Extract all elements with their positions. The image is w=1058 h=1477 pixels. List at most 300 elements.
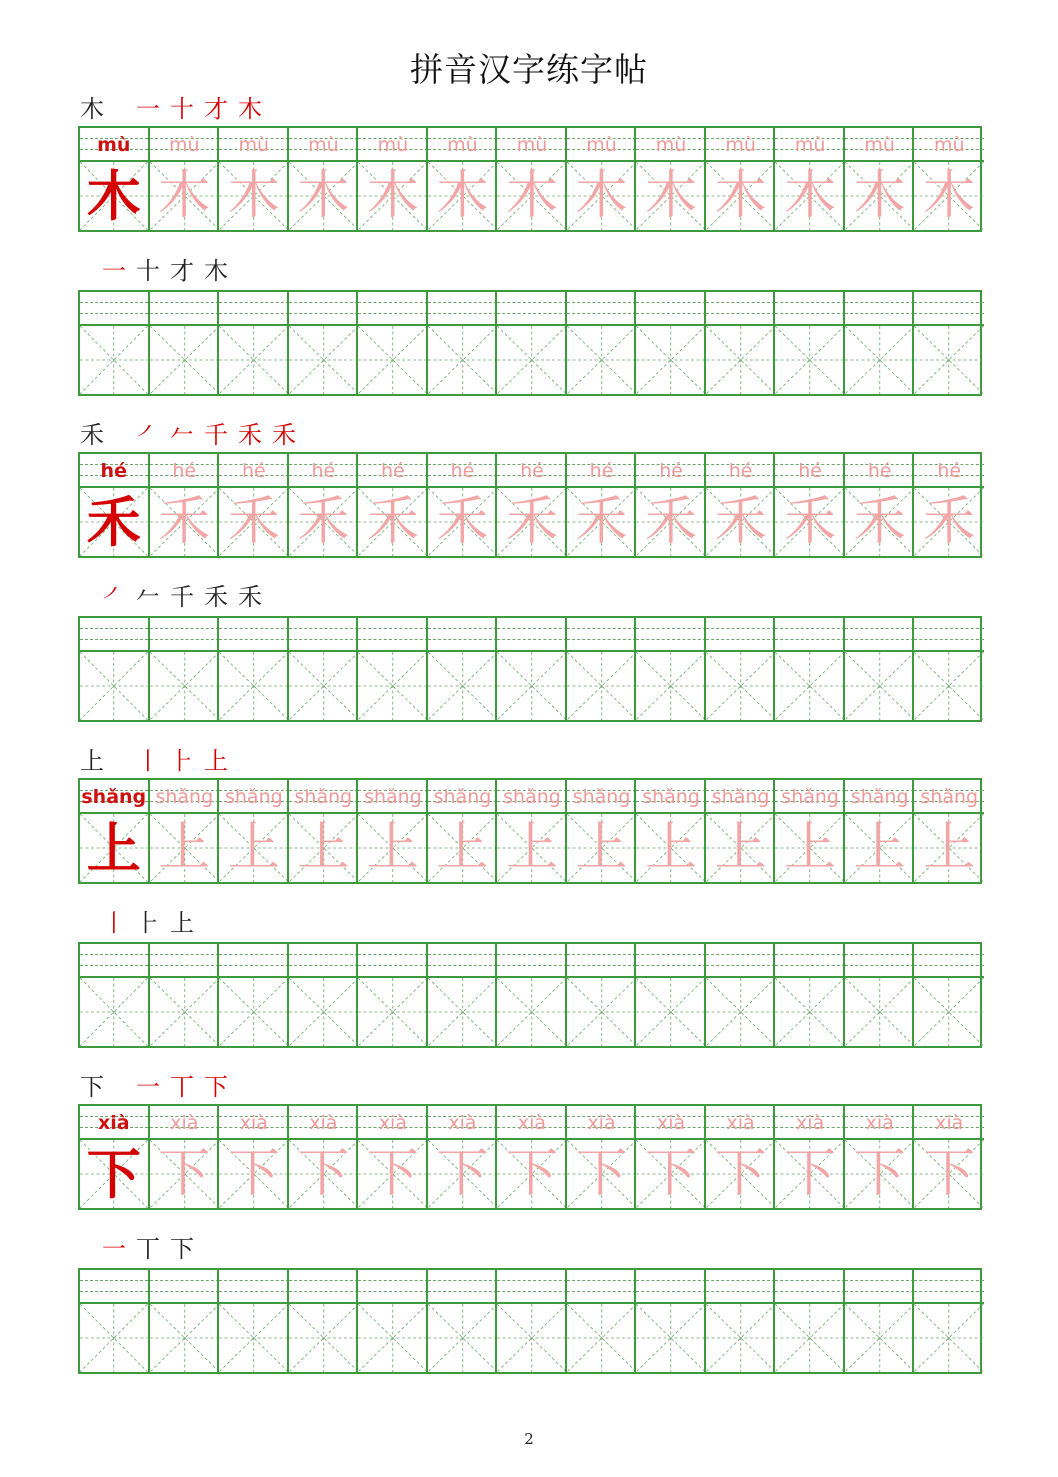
mi-grid-guides — [289, 1304, 359, 1372]
hanzi-box — [567, 326, 637, 394]
trace-hanzi: 禾 — [923, 492, 976, 552]
pinyin-guide-line — [845, 302, 915, 303]
trace-pinyin: mù — [238, 134, 270, 156]
mi-grid-guides — [80, 652, 148, 720]
hanzi-box — [845, 652, 915, 720]
trace-cell — [426, 780, 498, 882]
blank-practice-cell[interactable] — [356, 944, 428, 1046]
trace-pinyin: shǎng — [503, 786, 561, 808]
blank-practice-cell[interactable] — [80, 1270, 148, 1372]
mi-grid-guides — [358, 1304, 428, 1372]
trace-hanzi: 下 — [714, 1144, 767, 1204]
tracing-grid-row — [78, 126, 982, 232]
blank-practice-cell[interactable] — [634, 1270, 706, 1372]
pinyin-box — [150, 292, 220, 326]
trace-cell — [287, 128, 359, 230]
hanzi-box — [497, 326, 567, 394]
pinyin-box — [428, 292, 498, 326]
trace-pinyin: shǎng — [850, 786, 909, 808]
blank-practice-cell[interactable] — [426, 618, 498, 720]
trace-cell — [565, 454, 637, 556]
stroke-step: 禾 — [204, 583, 228, 611]
mi-grid-guides — [845, 652, 915, 720]
mi-grid-guides — [706, 652, 776, 720]
pinyin-guide-line — [150, 965, 220, 966]
pinyin-guide-line — [845, 965, 915, 966]
header-character: 下 — [80, 1073, 104, 1101]
trace-hanzi: 上 — [645, 818, 698, 878]
mi-grid-guides — [567, 326, 637, 394]
model-pinyin: xià — [97, 1112, 130, 1134]
trace-hanzi: 下 — [853, 1144, 906, 1204]
trace-cell — [356, 1106, 428, 1208]
pinyin-guide-line — [497, 1280, 567, 1281]
blank-practice-cell[interactable] — [426, 292, 498, 394]
stroke-order-header — [78, 744, 982, 778]
mi-grid-guides — [914, 1304, 984, 1372]
trace-cell — [704, 128, 776, 230]
stroke-step: 木 — [238, 95, 262, 123]
pinyin-box — [428, 1270, 498, 1304]
stroke-step: 木 — [204, 257, 228, 285]
pinyin-box — [567, 1270, 637, 1304]
character-block — [78, 418, 982, 724]
model-pinyin: mù — [97, 134, 131, 156]
tracing-grid-row — [78, 452, 982, 558]
mi-grid-guides — [914, 652, 984, 720]
mi-grid-guides — [428, 326, 498, 394]
blank-practice-cell[interactable] — [287, 1270, 359, 1372]
pinyin-guide-line — [219, 954, 289, 955]
trace-pinyin: mù — [794, 134, 826, 156]
trace-cell — [634, 1106, 706, 1208]
pinyin-guide-line — [914, 313, 984, 314]
pinyin-box — [497, 292, 567, 326]
pinyin-box — [845, 944, 915, 978]
blank-practice-cell[interactable] — [912, 292, 984, 394]
trace-pinyin: hé — [241, 460, 266, 482]
pinyin-guide-line — [219, 1291, 289, 1292]
hanzi-box — [775, 326, 845, 394]
blank-practice-cell[interactable] — [704, 1270, 776, 1372]
mi-grid-guides — [775, 652, 845, 720]
blank-practice-cell[interactable] — [356, 1270, 428, 1372]
pinyin-guide-line — [567, 1280, 637, 1281]
blank-practice-cell[interactable] — [912, 618, 984, 720]
pinyin-guide-line — [428, 639, 498, 640]
pinyin-guide-line — [150, 628, 220, 629]
stroke-step: 十 — [136, 257, 160, 285]
hanzi-box — [80, 652, 148, 720]
page-title: 拼音汉字练字帖 — [410, 50, 648, 89]
hanzi-box — [706, 326, 776, 394]
trace-pinyin: hé — [659, 460, 683, 482]
trace-pinyin: shǎng — [920, 786, 979, 808]
trace-hanzi: 下 — [645, 1144, 698, 1204]
blank-practice-cell[interactable] — [356, 618, 428, 720]
stroke-step: 丨 — [136, 747, 160, 775]
hanzi-box — [497, 978, 567, 1046]
blank-practice-cell[interactable] — [426, 1270, 498, 1372]
pinyin-guide-line — [80, 639, 148, 640]
trace-cell — [426, 128, 498, 230]
pinyin-guide-line — [150, 313, 220, 314]
pinyin-box — [428, 944, 498, 978]
pinyin-guide-line — [219, 639, 289, 640]
trace-hanzi: 下 — [923, 1144, 976, 1204]
blank-practice-cell[interactable] — [634, 292, 706, 394]
blank-practice-cell[interactable] — [565, 944, 637, 1046]
hanzi-box — [706, 1304, 776, 1372]
blank-practice-cell[interactable] — [217, 1270, 289, 1372]
pinyin-guide-line — [358, 1280, 428, 1281]
hanzi-box — [150, 652, 220, 720]
model-cell — [80, 780, 148, 882]
hanzi-box — [80, 326, 148, 394]
blank-practice-cell[interactable] — [843, 292, 915, 394]
pinyin-guide-line — [428, 954, 498, 955]
trace-hanzi: 木 — [297, 166, 350, 226]
blank-practice-cell[interactable] — [773, 292, 845, 394]
pinyin-box — [150, 944, 220, 978]
blank-practice-cell[interactable] — [495, 618, 567, 720]
pinyin-guide-line — [775, 954, 845, 955]
pinyin-guide-line — [289, 313, 359, 314]
trace-cell — [565, 1106, 637, 1208]
pinyin-guide-line — [636, 628, 706, 629]
trace-pinyin: mù — [655, 134, 687, 156]
pinyin-guide-line — [497, 313, 567, 314]
hanzi-box — [706, 652, 776, 720]
blank-practice-cell[interactable] — [356, 292, 428, 394]
trace-hanzi: 禾 — [784, 492, 837, 552]
trace-cell — [704, 780, 776, 882]
blank-practice-cell[interactable] — [773, 1270, 845, 1372]
trace-hanzi: 木 — [227, 166, 280, 226]
pinyin-box — [845, 292, 915, 326]
pinyin-guide-line — [636, 1280, 706, 1281]
pinyin-guide-line — [914, 1291, 984, 1292]
blank-practice-cell[interactable] — [634, 618, 706, 720]
pinyin-guide-line — [358, 965, 428, 966]
hanzi-box — [636, 326, 706, 394]
blank-practice-cell[interactable] — [287, 292, 359, 394]
character-block — [78, 744, 982, 1050]
blank-practice-cell[interactable] — [773, 618, 845, 720]
stroke-order-line — [78, 254, 982, 288]
trace-cell — [217, 1106, 289, 1208]
trace-cell — [287, 1106, 359, 1208]
pinyin-box — [775, 1270, 845, 1304]
blank-practice-cell[interactable] — [80, 944, 148, 1046]
trace-hanzi: 上 — [853, 818, 906, 878]
blank-practice-cell[interactable] — [912, 1270, 984, 1372]
trace-cell — [148, 780, 220, 882]
pinyin-guide-line — [497, 302, 567, 303]
mi-grid-guides — [845, 1304, 915, 1372]
mi-grid-guides — [567, 1304, 637, 1372]
stroke-step: 上 — [170, 909, 194, 937]
hanzi-box — [497, 1304, 567, 1372]
trace-cell — [148, 128, 220, 230]
blank-practice-cell[interactable] — [148, 1270, 220, 1372]
pinyin-guide-line — [150, 954, 220, 955]
pinyin-guide-line — [497, 965, 567, 966]
trace-hanzi: 上 — [575, 818, 628, 878]
mi-grid-guides — [289, 978, 359, 1046]
pinyin-guide-line — [219, 1280, 289, 1281]
trace-pinyin: mù — [169, 134, 200, 156]
stroke-step: ⺊ — [136, 909, 160, 937]
blank-practice-cell[interactable] — [287, 944, 359, 1046]
pinyin-box — [914, 944, 984, 978]
pinyin-guide-line — [567, 954, 637, 955]
trace-pinyin: hé — [798, 460, 822, 482]
trace-cell — [565, 780, 637, 882]
pinyin-box — [428, 618, 498, 652]
trace-hanzi: 下 — [366, 1144, 419, 1204]
pinyin-guide-line — [636, 954, 706, 955]
practice-grid-row — [78, 290, 982, 396]
blank-practice-cell[interactable] — [426, 944, 498, 1046]
pinyin-guide-line — [289, 965, 359, 966]
stroke-step: 一 — [102, 1235, 126, 1263]
hanzi-box — [219, 652, 289, 720]
hanzi-box — [914, 326, 984, 394]
blank-practice-cell[interactable] — [495, 944, 567, 1046]
hanzi-box — [80, 978, 148, 1046]
trace-hanzi: 上 — [227, 818, 280, 878]
pinyin-box — [636, 292, 706, 326]
hanzi-box — [428, 326, 498, 394]
pinyin-guide-line — [706, 313, 776, 314]
pinyin-guide-line — [775, 628, 845, 629]
trace-cell — [495, 1106, 567, 1208]
blank-practice-cell[interactable] — [565, 1270, 637, 1372]
trace-pinyin: xià — [517, 1112, 547, 1134]
pinyin-box — [636, 1270, 706, 1304]
pinyin-guide-line — [219, 302, 289, 303]
pinyin-box — [219, 1270, 289, 1304]
pinyin-guide-line — [914, 628, 984, 629]
mi-grid-guides — [80, 326, 148, 394]
blank-practice-cell[interactable] — [80, 292, 148, 394]
hanzi-box — [80, 1304, 148, 1372]
trace-pinyin: shǎng — [155, 786, 214, 808]
mi-grid-guides — [150, 652, 220, 720]
stroke-step: 下 — [204, 1073, 228, 1101]
pinyin-guide-line — [706, 954, 776, 955]
trace-hanzi: 禾 — [645, 492, 698, 552]
pinyin-guide-line — [567, 313, 637, 314]
blank-practice-cell[interactable] — [843, 618, 915, 720]
hanzi-box — [150, 326, 220, 394]
trace-cell — [843, 454, 915, 556]
mi-grid-guides — [428, 978, 498, 1046]
stroke-step: 丅 — [136, 1235, 160, 1263]
trace-pinyin: mù — [377, 134, 409, 156]
hanzi-box — [358, 1304, 428, 1372]
pinyin-box — [845, 618, 915, 652]
pinyin-guide-line — [914, 639, 984, 640]
blank-practice-cell[interactable] — [704, 618, 776, 720]
trace-hanzi: 禾 — [436, 492, 489, 552]
blank-practice-cell[interactable] — [565, 618, 637, 720]
blank-practice-cell[interactable] — [148, 292, 220, 394]
blank-practice-cell[interactable] — [704, 944, 776, 1046]
blank-practice-cell[interactable] — [495, 292, 567, 394]
hanzi-box — [289, 652, 359, 720]
blank-practice-cell[interactable] — [634, 944, 706, 1046]
trace-cell — [912, 454, 984, 556]
hanzi-box — [567, 1304, 637, 1372]
stroke-order-line — [78, 906, 982, 940]
mi-grid-guides — [219, 1304, 289, 1372]
stroke-step: 禾 — [272, 421, 296, 449]
practice-grid-row — [78, 616, 982, 722]
mi-grid-guides — [289, 652, 359, 720]
pinyin-box — [706, 1270, 776, 1304]
pinyin-guide-line — [775, 1291, 845, 1292]
pinyin-guide-line — [567, 628, 637, 629]
pinyin-box — [289, 944, 359, 978]
stroke-step: 𠂉 — [136, 583, 160, 611]
page-number: 2 — [524, 1430, 534, 1448]
pinyin-box — [358, 292, 428, 326]
mi-grid-guides — [150, 1304, 220, 1372]
blank-practice-cell[interactable] — [80, 618, 148, 720]
blank-practice-cell[interactable] — [217, 944, 289, 1046]
blank-practice-cell[interactable] — [912, 944, 984, 1046]
hanzi-box — [219, 1304, 289, 1372]
mi-grid-guides — [775, 978, 845, 1046]
pinyin-guide-line — [219, 628, 289, 629]
trace-cell — [704, 1106, 776, 1208]
mi-grid-guides — [497, 326, 567, 394]
stroke-step: 才 — [204, 95, 228, 123]
trace-pinyin: mù — [725, 134, 756, 156]
hanzi-box — [845, 978, 915, 1046]
trace-cell — [287, 454, 359, 556]
pinyin-guide-line — [706, 1280, 776, 1281]
pinyin-guide-line — [914, 302, 984, 303]
trace-hanzi: 上 — [436, 818, 489, 878]
trace-cell — [634, 454, 706, 556]
hanzi-box — [636, 978, 706, 1046]
hanzi-box — [150, 1304, 220, 1372]
blank-practice-cell[interactable] — [217, 618, 289, 720]
mi-grid-guides — [289, 326, 359, 394]
blank-practice-cell[interactable] — [843, 1270, 915, 1372]
trace-hanzi: 木 — [366, 166, 419, 226]
mi-grid-guides — [219, 978, 289, 1046]
model-cell — [80, 454, 148, 556]
mi-grid-guides — [845, 326, 915, 394]
pinyin-guide-line — [775, 313, 845, 314]
hanzi-box — [150, 978, 220, 1046]
pinyin-guide-line — [358, 313, 428, 314]
mi-grid-guides — [636, 1304, 706, 1372]
trace-pinyin: xià — [448, 1112, 477, 1134]
trace-pinyin: shǎng — [711, 786, 770, 808]
trace-pinyin: xià — [656, 1112, 686, 1134]
blank-practice-cell[interactable] — [287, 618, 359, 720]
pinyin-guide-line — [428, 628, 498, 629]
pinyin-guide-line — [845, 954, 915, 955]
stroke-order-line — [78, 580, 982, 614]
blank-practice-cell[interactable] — [495, 1270, 567, 1372]
mi-grid-guides — [497, 978, 567, 1046]
blank-practice-cell[interactable] — [217, 292, 289, 394]
pinyin-box — [358, 1270, 428, 1304]
trace-cell — [356, 780, 428, 882]
pinyin-guide-line — [358, 302, 428, 303]
mi-grid-guides — [775, 326, 845, 394]
hanzi-box — [289, 978, 359, 1046]
tracing-grid-row — [78, 1104, 982, 1210]
mi-grid-guides — [219, 652, 289, 720]
stroke-step: 千 — [204, 421, 228, 449]
trace-hanzi: 下 — [575, 1144, 628, 1204]
pinyin-guide-line — [914, 954, 984, 955]
trace-pinyin: mù — [933, 134, 965, 156]
hanzi-box — [358, 652, 428, 720]
trace-cell — [773, 1106, 845, 1208]
blank-practice-cell[interactable] — [704, 292, 776, 394]
header-character: 木 — [80, 95, 104, 123]
hanzi-box — [775, 652, 845, 720]
trace-hanzi: 禾 — [227, 492, 280, 552]
stroke-order-header — [78, 92, 982, 126]
mi-grid-guides — [914, 326, 984, 394]
practice-grid-row — [78, 1268, 982, 1374]
pinyin-box — [914, 618, 984, 652]
mi-grid-guides — [150, 326, 220, 394]
trace-hanzi: 木 — [714, 166, 767, 226]
model-hanzi: 上 — [86, 816, 141, 880]
hanzi-box — [289, 1304, 359, 1372]
trace-cell — [495, 780, 567, 882]
mi-grid-guides — [706, 326, 776, 394]
trace-cell — [217, 454, 289, 556]
pinyin-guide-line — [706, 639, 776, 640]
hanzi-box — [914, 978, 984, 1046]
pinyin-guide-line — [358, 628, 428, 629]
mi-grid-guides — [497, 1304, 567, 1372]
blank-practice-cell[interactable] — [148, 618, 220, 720]
pinyin-box — [914, 1270, 984, 1304]
stroke-step: 一 — [136, 95, 160, 123]
blank-practice-cell[interactable] — [773, 944, 845, 1046]
trace-pinyin: shǎng — [433, 786, 492, 808]
mi-grid-guides — [567, 978, 637, 1046]
pinyin-guide-line — [636, 965, 706, 966]
blank-practice-cell[interactable] — [565, 292, 637, 394]
trace-hanzi: 木 — [853, 166, 906, 226]
trace-pinyin: hé — [728, 460, 753, 482]
trace-hanzi: 禾 — [366, 492, 419, 552]
pinyin-guide-line — [289, 628, 359, 629]
pinyin-guide-line — [289, 1280, 359, 1281]
blank-practice-cell[interactable] — [148, 944, 220, 1046]
trace-pinyin: xià — [865, 1112, 894, 1134]
trace-hanzi: 木 — [784, 166, 837, 226]
tracing-grid-row — [78, 778, 982, 884]
blank-practice-cell[interactable] — [843, 944, 915, 1046]
pinyin-guide-line — [219, 313, 289, 314]
pinyin-box — [219, 618, 289, 652]
trace-hanzi: 下 — [227, 1144, 280, 1204]
